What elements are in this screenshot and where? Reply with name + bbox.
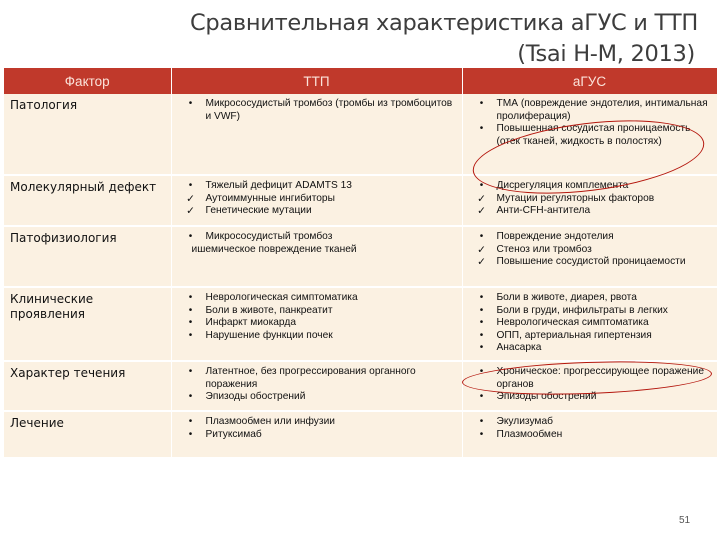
item-text: Дисрегуляция комплемента [496, 180, 629, 191]
list-item [178, 231, 456, 244]
checkmark-icon: ✓ [477, 243, 486, 256]
item-text: Микрососудистый тромбоз [205, 231, 333, 242]
item-text: Боли в животе, панкреатит [205, 304, 333, 316]
bullet-icon: • [479, 428, 484, 440]
item-text: Боли в животе, диарея, рвота [496, 292, 637, 303]
item-text: ОПП, артериальная гипертензия [496, 329, 652, 341]
item-text: Плазмообмен [496, 428, 563, 440]
item-text: Эпизоды обострений [205, 391, 306, 403]
list-item [469, 180, 711, 193]
bullet-icon: • [188, 391, 193, 403]
ahus-cell [462, 175, 717, 226]
checkmark-icon: ✓ [477, 205, 486, 218]
item-text: ишемическое повреждение тканей [191, 243, 357, 255]
row-factor-cell: Патофизиология [4, 226, 171, 287]
list-item [178, 366, 456, 391]
ahus-item-list [469, 292, 711, 355]
table-row [4, 94, 717, 175]
item-text: Неврологическая симптоматика [205, 292, 358, 303]
list-item [178, 391, 456, 404]
item-text: Повышение сосудистой проницаемости [496, 256, 686, 268]
ahus-cell [462, 94, 717, 175]
list-item [469, 292, 711, 305]
item-text: Экулизумаб [496, 415, 553, 427]
ttp-item-list [178, 180, 456, 218]
row-factor-cell: Клинические проявления [4, 287, 171, 361]
list-item [469, 231, 711, 244]
page-number: 51 [679, 515, 691, 526]
bullet-icon: • [479, 304, 484, 316]
ttp-cell [171, 287, 462, 361]
list-item [178, 180, 456, 193]
ttp-item-list [178, 292, 456, 342]
ahus-item-list [469, 180, 711, 218]
list-item [178, 429, 456, 442]
ttp-cell [171, 361, 462, 411]
bullet-icon: • [188, 292, 193, 303]
list-item [469, 123, 711, 148]
ahus-cell [462, 226, 717, 287]
item-text: Латентное, без прогрессирования органного поражения [205, 365, 416, 390]
item-text: Мутации регуляторных факторов [496, 192, 655, 204]
ttp-item-list [178, 416, 456, 441]
item-text: Стеноз или тромбоз [496, 243, 592, 255]
item-text: Эпизоды обострений [496, 391, 597, 403]
header-factor: Фактор [4, 68, 171, 94]
item-text: ТМА (повреждение эндотелия, интимальная пролиферация) [496, 98, 708, 122]
list-item [178, 244, 456, 257]
bullet-icon: • [188, 98, 193, 109]
item-text: Инфаркт миокарда [205, 317, 296, 329]
bullet-icon: • [188, 304, 193, 316]
table-row [4, 361, 717, 411]
bullet-icon: • [479, 231, 484, 242]
row-factor-cell: Патология [4, 94, 171, 175]
ttp-cell [171, 411, 462, 458]
list-item [178, 292, 456, 305]
slide-title [190, 8, 698, 70]
list-item [469, 342, 711, 355]
header-ahus: аГУС [462, 68, 717, 94]
checkmark-icon: ✓ [186, 205, 195, 218]
bullet-icon: • [479, 342, 484, 354]
item-text: Анасарка [496, 342, 542, 354]
list-item [178, 98, 456, 123]
bullet-icon: • [479, 415, 484, 427]
list-item [178, 416, 456, 429]
list-item [178, 205, 456, 218]
ttp-item-list [178, 231, 456, 256]
list-item [469, 193, 711, 206]
row-factor-cell: Характер течения [4, 361, 171, 411]
table-row [4, 287, 717, 361]
item-text: Микрососудистый тромбоз (тромбы из тромбоцитов и VWF) [205, 98, 453, 122]
table-header-row [4, 68, 717, 94]
table-row [4, 411, 717, 458]
item-text: Повышенная сосудистая проницаемость (отек тканей, жидкость в полостях) [496, 123, 691, 147]
list-item [469, 244, 711, 257]
row-factor-cell: Молекулярный дефект [4, 175, 171, 226]
list-item [469, 317, 711, 330]
ttp-item-list [178, 98, 456, 123]
item-text: Повреждение эндотелия [496, 231, 614, 242]
comparison-table [4, 68, 718, 459]
ahus-cell [462, 361, 717, 411]
ahus-item-list [469, 98, 711, 148]
ahus-item-list [469, 231, 711, 269]
bullet-icon: • [188, 415, 193, 427]
checkmark-icon: ✓ [477, 192, 486, 205]
ahus-cell [462, 411, 717, 458]
title-line-1: Сравнительная характеристика аГУС и ТТП [190, 10, 698, 36]
item-text: Анти-CFH-антитела [496, 205, 591, 217]
checkmark-icon: ✓ [477, 256, 486, 269]
item-text: Хроническое: прогрессирующее поражение органов [496, 365, 705, 390]
title-line-2: (Tsai H-M, 2013) [517, 41, 695, 67]
bullet-icon: • [479, 180, 484, 191]
list-item [469, 366, 711, 391]
ahus-item-list [469, 366, 711, 404]
bullet-icon: • [188, 317, 193, 329]
bullet-icon: • [479, 317, 484, 329]
bullet-icon: • [479, 365, 484, 377]
header-ttp: ТТП [171, 68, 462, 94]
bullet-icon: • [188, 329, 193, 341]
item-text: Неврологическая симптоматика [496, 317, 649, 329]
item-text: Нарушение функции почек [205, 329, 333, 341]
list-item [178, 330, 456, 343]
item-text: Тяжелый дефицит ADAMTS 13 [205, 180, 352, 191]
row-factor-cell: Лечение [4, 411, 171, 458]
table-body [4, 94, 717, 458]
bullet-icon: • [479, 391, 484, 403]
item-text: Ритуксимаб [205, 428, 262, 440]
bullet-icon: • [479, 98, 484, 109]
checkmark-icon: ✓ [186, 192, 195, 205]
list-item [469, 98, 711, 123]
bullet-icon: • [479, 292, 484, 303]
bullet-icon: • [188, 180, 193, 191]
table-row [4, 175, 717, 226]
bullet-icon: • [479, 123, 484, 135]
list-item [469, 391, 711, 404]
ahus-item-list [469, 416, 711, 441]
list-item [469, 416, 711, 429]
bullet-icon: • [479, 329, 484, 341]
item-text: Генетические мутации [205, 205, 312, 217]
list-item [178, 193, 456, 206]
item-text: Боли в груди, инфильтраты в легких [496, 304, 668, 316]
bullet-icon: • [188, 428, 193, 440]
list-item [469, 256, 711, 269]
bullet-icon: • [188, 365, 193, 377]
ttp-cell [171, 175, 462, 226]
ttp-cell [171, 226, 462, 287]
table-row [4, 226, 717, 287]
list-item [469, 205, 711, 218]
item-text: Плазмообмен или инфузии [205, 415, 335, 427]
item-text: Аутоиммунные ингибиторы [205, 192, 335, 204]
ttp-item-list [178, 366, 456, 404]
list-item [469, 429, 711, 442]
list-item [178, 305, 456, 318]
list-item [469, 330, 711, 343]
ahus-cell [462, 287, 717, 361]
bullet-icon: • [188, 231, 193, 242]
ttp-cell [171, 94, 462, 175]
list-item [178, 317, 456, 330]
list-item [469, 305, 711, 318]
